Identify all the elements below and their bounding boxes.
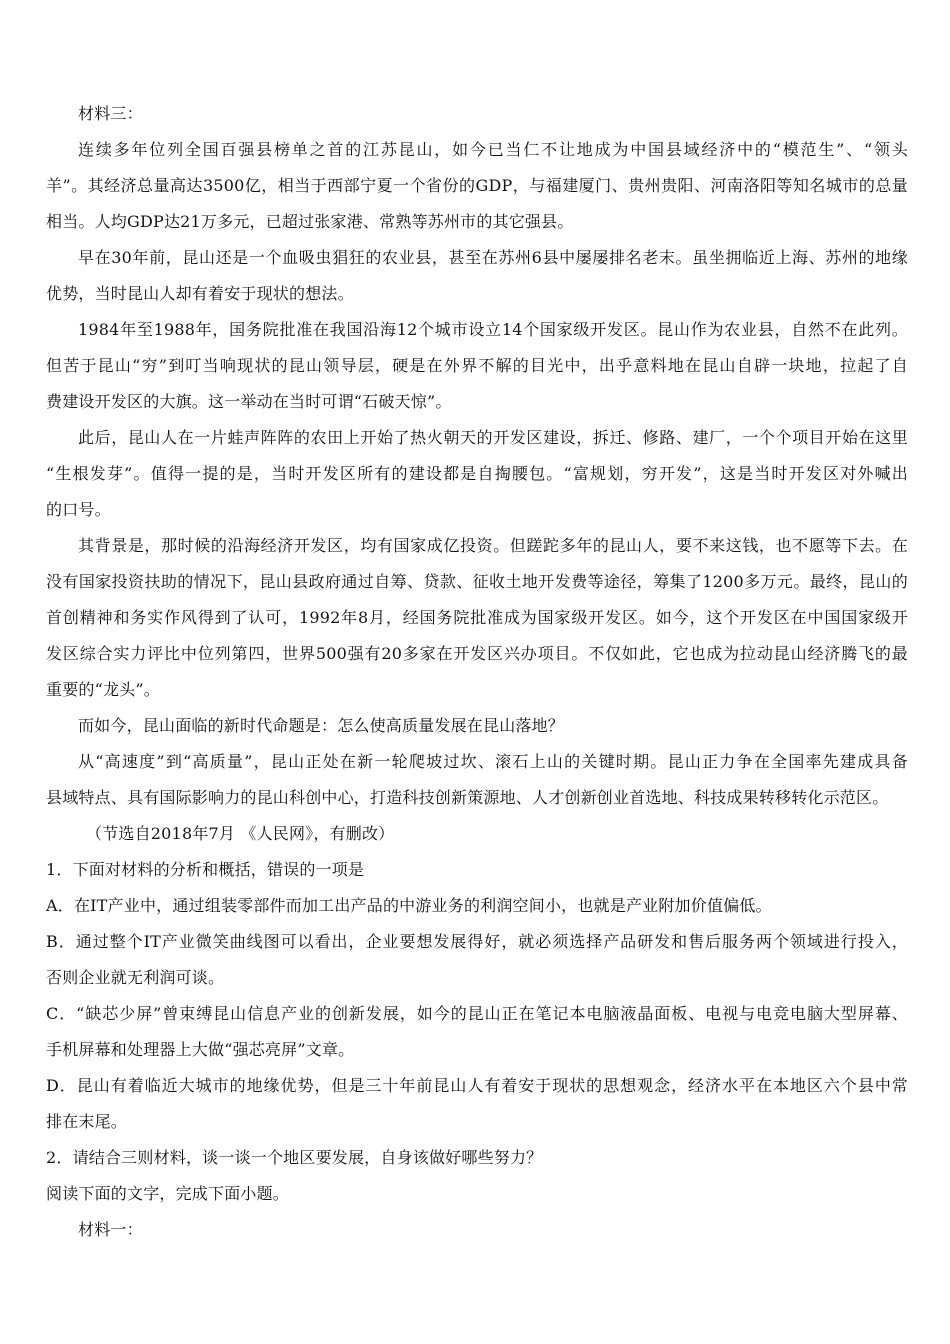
paragraph-2 bbox=[46, 240, 908, 312]
paragraph-line: 没有国家投资扶助的情况下，昆山县政府通过自筹、贷款、征收土地开发费等途径，筹集了1200多万元。最终，昆山的 bbox=[46, 572, 908, 591]
source-note: （节选自2018年7月 《人民网》，有删改） bbox=[86, 824, 395, 843]
option-d-continued: 排在末尾。 bbox=[46, 1112, 128, 1131]
paragraph-line: 羊”。其经济总量高达3500亿，相当于西部宁夏一个省份的GDP，与福建厦门、贵州贵阳、河南洛阳等知名城市的总量 bbox=[46, 176, 908, 195]
material-one-heading: 材料一： bbox=[78, 1220, 143, 1239]
paragraph-1 bbox=[46, 132, 908, 240]
paragraph-line: “生根发芽”。值得一提的是，当时开发区所有的建设都是自掏腰包。“富规划，穷开发”，这是当时开发区对外喊出 bbox=[46, 464, 908, 483]
option-a: A．在IT产业中，通过组装零部件而加工出产品的中游业务的利润空间小，也就是产业附加价值偏低。 bbox=[46, 896, 772, 915]
paragraph-line: 连续多年位列全国百强县榜单之首的江苏昆山，如今已当仁不让地成为中国县域经济中的“模范生”、“领头 bbox=[78, 140, 908, 159]
paragraph-line: 但苦于昆山“穷”到叮当响现状的昆山领导层，硬是在外界不解的目光中，出乎意料地在昆山自辟一块地，拉起了自 bbox=[46, 356, 908, 375]
reading-instruction: 阅读下面的文字，完成下面小题。 bbox=[46, 1184, 290, 1203]
option-c: C．“缺芯少屏”曾束缚昆山信息产业的创新发展，如今的昆山正在笔记本电脑液晶面板、电视与电竞电脑大型屏幕、 bbox=[46, 1004, 908, 1023]
option-b-continued: 否则企业就无利润可谈。 bbox=[46, 968, 225, 987]
paragraph-4 bbox=[46, 420, 908, 528]
option-d: D．昆山有着临近大城市的地缘优势，但是三十年前昆山人有着安于现状的思想观念，经济水平在本地区六个县中常 bbox=[46, 1076, 908, 1095]
paragraph-line: 重要的“龙头”。 bbox=[46, 680, 160, 699]
paragraph-3 bbox=[46, 312, 908, 420]
paragraph-line: 1984年至1988年，国务院批准在我国沿海12个城市设立14个国家级开发区。昆山作为农业县，自然不在此列。 bbox=[78, 320, 908, 339]
paragraph-line: 而如今，昆山面临的新时代命题是：怎么使高质量发展在昆山落地？ bbox=[78, 716, 565, 735]
paragraph-line: 县域特点、具有国际影响力的昆山科创中心，打造科技创新策源地、人才创新创业首选地、科技成果转移转化示范区。 bbox=[46, 788, 889, 807]
paragraph-line: 费建设开发区的大旗。这一举动在当时可谓“石破天惊”。 bbox=[46, 392, 452, 411]
question-stem: 1．下面对材料的分析和概括，错误的一项是 bbox=[46, 860, 365, 879]
paragraph-line: 相当。人均GDP达21万多元，已超过张家港、常熟等苏州市的其它强县。 bbox=[46, 212, 574, 231]
paragraph-line: 从“高速度”到“高质量”，昆山正处在新一轮爬坡过坎、滚石上山的关键时期。昆山正力争在全国率先建成具备 bbox=[78, 752, 908, 771]
paragraph-6 bbox=[46, 708, 908, 744]
paragraph-line: 早在30年前，昆山还是一个血吸虫猖狂的农业县，甚至在苏州6县中屡屡排名老末。虽坐拥临近上海、苏州的地缘 bbox=[78, 248, 908, 267]
paragraph-line: 此后，昆山人在一片蛙声阵阵的农田上开始了热火朝天的开发区建设，拆迁、修路、建厂，一个个项目开始在这里 bbox=[78, 428, 908, 447]
paragraph-line: 的口号。 bbox=[46, 500, 111, 519]
paragraph-5 bbox=[46, 528, 908, 708]
question-1 bbox=[46, 852, 908, 1140]
option-c-continued: 手机屏幕和处理器上大做“强芯亮屏”文章。 bbox=[46, 1040, 355, 1059]
paragraph-line: 优势，当时昆山人却有着安于现状的想法。 bbox=[46, 284, 354, 303]
document-page bbox=[46, 96, 908, 1248]
paragraph-7 bbox=[46, 744, 908, 816]
paragraph-line: 首创精神和务实作风得到了认可，1992年8月，经国务院批准成为国家级开发区。如今，这个开发区在中国国家级开 bbox=[46, 608, 908, 627]
option-b: B．通过整个IT产业微笑曲线图可以看出，企业要想发展得好，就必须选择产品研发和售后服务两个领域进行投入， bbox=[46, 932, 908, 951]
material-three-heading: 材料三： bbox=[78, 104, 143, 123]
paragraph-line: 其背景是，那时候的沿海经济开发区，均有国家成亿投资。但蹉跎多年的昆山人，要不来这钱，也不愿等下去。在 bbox=[78, 536, 908, 555]
question-2-stem: 2．请结合三则材料，谈一谈一个地区要发展，自身该做好哪些努力？ bbox=[46, 1148, 543, 1167]
paragraph-line: 发区综合实力评比中位列第四，世界500强有20多家在开发区兴办项目。不仅如此，它也成为拉动昆山经济腾飞的最 bbox=[46, 644, 908, 663]
